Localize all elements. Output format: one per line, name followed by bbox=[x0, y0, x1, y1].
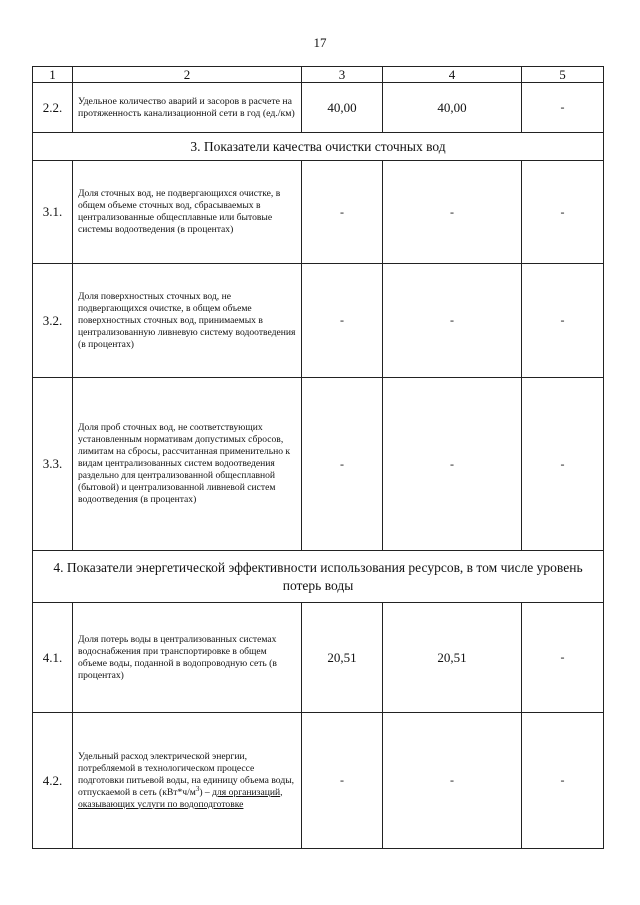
indicators-table bbox=[32, 66, 604, 849]
row-number: 3.2. bbox=[33, 264, 73, 378]
value-col-4: - bbox=[383, 161, 522, 264]
page-number: 17 bbox=[313, 35, 327, 50]
section-heading: 3. Показатели качества очистки сточных вод bbox=[33, 133, 604, 161]
indicator-description: Удельное количество аварий и засоров в расчете на протяженность канализационной сети в год (ед./км) bbox=[73, 83, 302, 133]
value-col-3: - bbox=[302, 264, 383, 378]
value-col-5: - bbox=[522, 603, 604, 713]
value-col-5: - bbox=[522, 264, 604, 378]
value-col-5: - bbox=[522, 161, 604, 264]
value-col-4: 20,51 bbox=[383, 603, 522, 713]
header-col-3: 3 bbox=[302, 67, 383, 83]
value-col-5: - bbox=[522, 713, 604, 849]
value-col-4: - bbox=[383, 264, 522, 378]
indicator-description: Доля проб сточных вод, не соответствующих установленным нормативам допустимых сбросов, лимитам на сбросы, рассчитанная применительно к видам централизованных систем водоотведения раздельно для централизованной общесплавной (бытовой) и централизованной ливневой систем водоотведения (в процентах) bbox=[73, 378, 302, 551]
row-number: 3.3. bbox=[33, 378, 73, 551]
table-row-2-2 bbox=[33, 83, 604, 133]
table-row-4-1 bbox=[33, 603, 604, 713]
section-4-row bbox=[33, 551, 604, 603]
value-col-4: 40,00 bbox=[383, 83, 522, 133]
header-col-1: 1 bbox=[33, 67, 73, 83]
row-number: 4.1. bbox=[33, 603, 73, 713]
value-col-3: 40,00 bbox=[302, 83, 383, 133]
table-row-4-2 bbox=[33, 713, 604, 849]
row-number: 3.1. bbox=[33, 161, 73, 264]
indicator-description: Доля потерь воды в централизованных системах водоснабжения при транспортировке в общем объеме воды, поданной в водопроводную сеть (в процентах) bbox=[73, 603, 302, 713]
value-col-3: - bbox=[302, 378, 383, 551]
table-row-3-2 bbox=[33, 264, 604, 378]
underlined-note: для организаций, оказывающих услуги по водоподготовке bbox=[78, 786, 283, 810]
section-3-row bbox=[33, 133, 604, 161]
value-col-4: - bbox=[383, 713, 522, 849]
description-text-cont: ) – bbox=[199, 786, 213, 798]
section-heading: 4. Показатели энергетической эффективности использования ресурсов, в том числе уровень потерь воды bbox=[33, 551, 604, 603]
indicator-description: Доля сточных вод, не подвергающихся очистке, в общем объеме сточных вод, сбрасываемых в централизованные общесплавные или бытовые системы водоотведения (в процентах) bbox=[73, 161, 302, 264]
header-col-2: 2 bbox=[73, 67, 302, 83]
unit-superscript: 3 bbox=[195, 784, 200, 793]
header-col-5: 5 bbox=[522, 67, 604, 83]
row-number: 2.2. bbox=[33, 83, 73, 133]
header-row bbox=[33, 67, 604, 83]
row-number: 4.2. bbox=[33, 713, 73, 849]
value-col-3: - bbox=[302, 713, 383, 849]
description-text: Удельный расход электрической энергии, потребляемой в технологическом процессе подготовки питьевой воды, на единицу объема воды, отпускаемой в сеть (кВт*ч/м bbox=[78, 750, 295, 798]
indicator-description: Доля поверхностных сточных вод, не подвергающихся очистке, в общем объеме поверхностных сточных вод, принимаемых в централизованную ливневую систему водоотведения (в процентах) bbox=[73, 264, 302, 378]
table-row-3-3 bbox=[33, 378, 604, 551]
value-col-3: 20,51 bbox=[302, 603, 383, 713]
indicator-description bbox=[73, 713, 302, 849]
value-col-5: - bbox=[522, 83, 604, 133]
value-col-4: - bbox=[383, 378, 522, 551]
table-row-3-1 bbox=[33, 161, 604, 264]
value-col-3: - bbox=[302, 161, 383, 264]
value-col-5: - bbox=[522, 378, 604, 551]
header-col-4: 4 bbox=[383, 67, 522, 83]
